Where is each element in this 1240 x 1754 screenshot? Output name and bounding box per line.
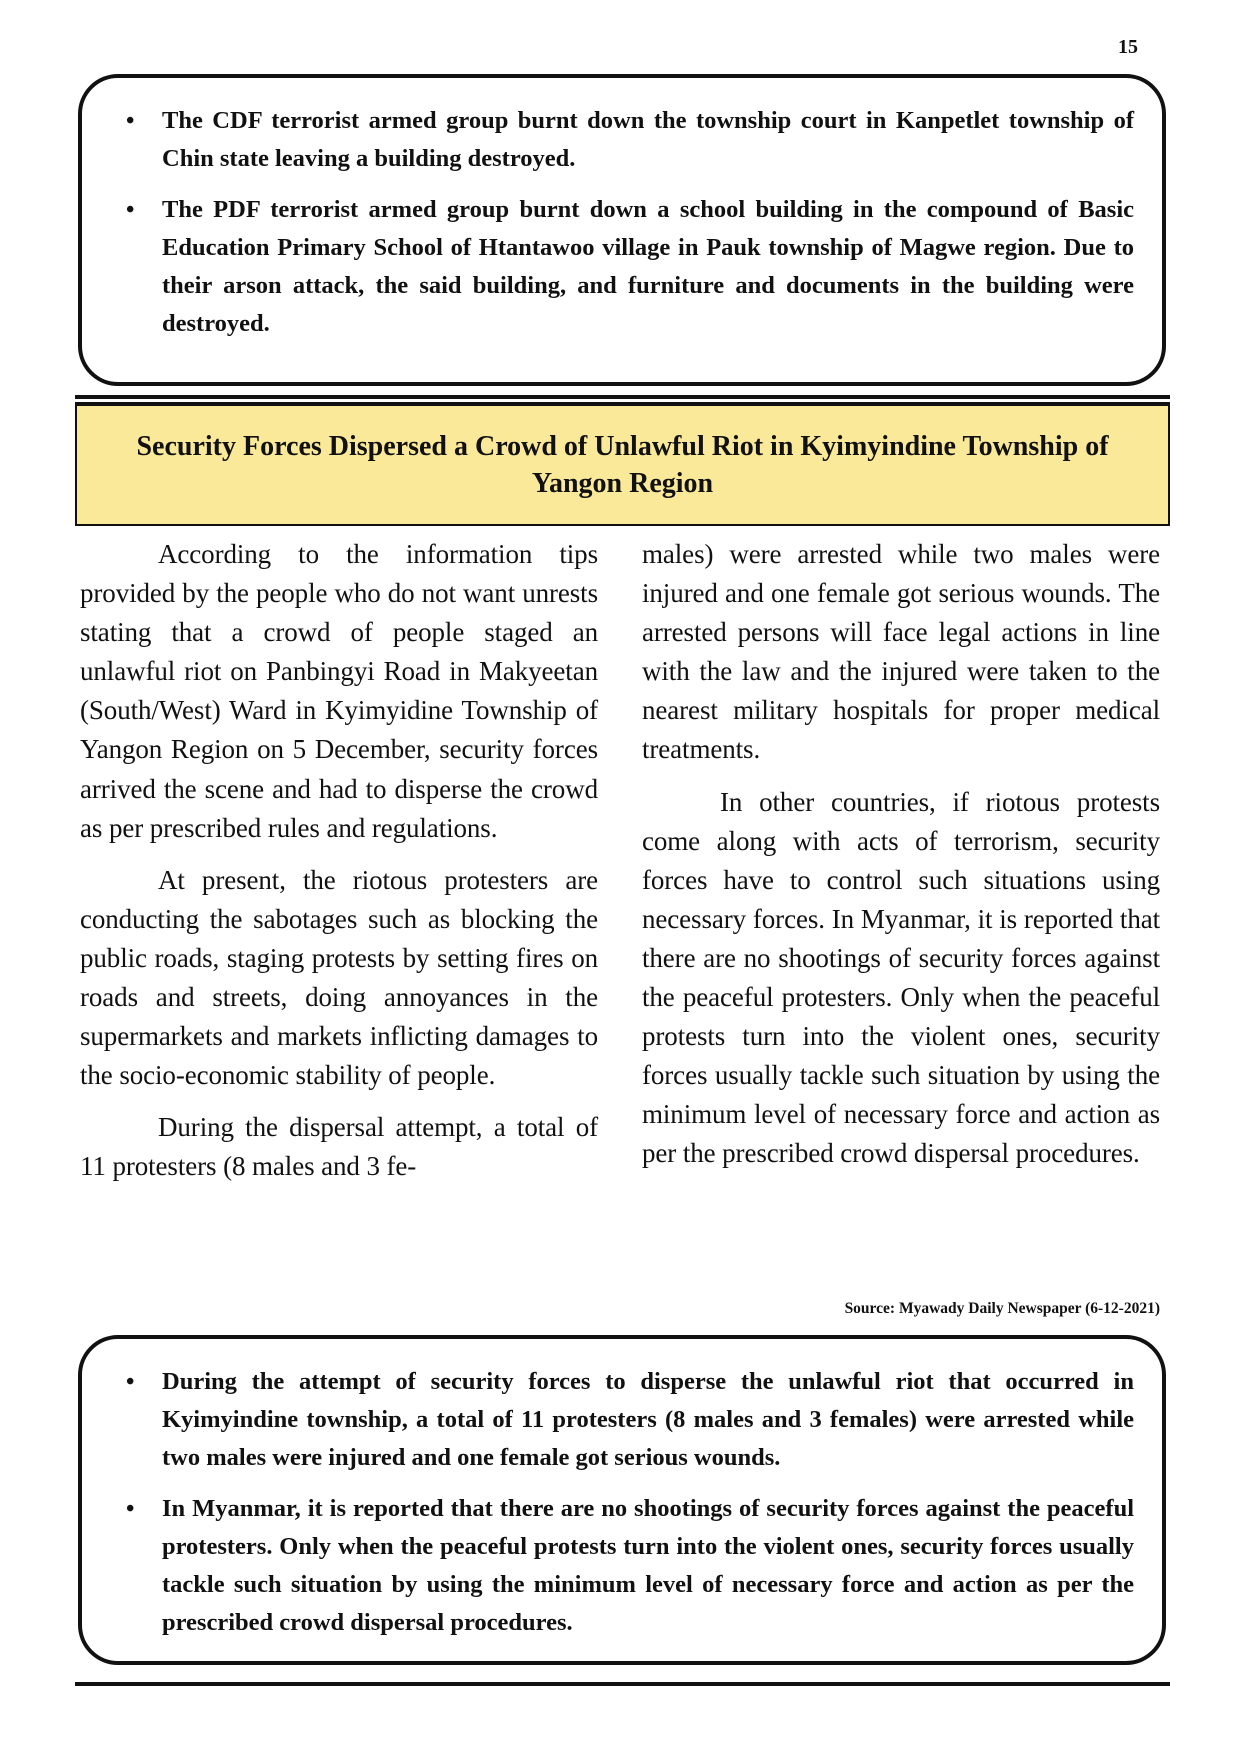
article-headline: Security Forces Dispersed a Crowd of Unlawful Riot in Kyimyindine Township of Yangon Region: [75, 404, 1170, 526]
bullet-item: • The CDF terrorist armed group burnt down the township court in Kanpetlet township of Chin state leaving a building destroyed.: [126, 102, 1134, 178]
bottom-summary-box: [78, 1335, 1166, 1665]
divider-rule: [75, 395, 1170, 399]
bullet-item: • In Myanmar, it is reported that there are no shootings of security forces against the peaceful protesters. Only when the peaceful protests turn into the violent ones, security forces usually tackle such situation by using the minimum level of necessary force and action as per the prescribed crowd dispersal procedures.: [126, 1490, 1134, 1642]
article-paragraph: At present, the riotous protesters are conducting the sabotages such as blocking the public roads, staging protests by setting fires on roads and streets, doing annoyances in the supermarkets and markets inflicting damages to the socio-economic stability of people.: [80, 864, 598, 1091]
article-paragraph: males) were arrested while two males were injured and one female got serious wounds. The arrested persons will face legal actions in line with the law and the injured were taken to the nearest military hospitals for proper medical treatments.: [642, 539, 1160, 765]
top-bullet-list: [106, 102, 1134, 343]
article-column-right: [642, 535, 1160, 1187]
footer-rule: [75, 1682, 1170, 1686]
source-credit: Source: Myawady Daily Newspaper (6-12-2021): [844, 1300, 1160, 1317]
article-column-left: [80, 535, 598, 1200]
article-paragraph: According to the information tips provided by the people who do not want unrests stating that a crowd of people staged an unlawful riot on Panbingyi Road in Makyeetan (South/West) Ward in Kyimyidine Township of Yangon Region on 5 December, security forces arrived the scene and had to disperse the crowd as per prescribed rules and regulations.: [80, 539, 598, 843]
bullet-item: • During the attempt of security forces to disperse the unlawful riot that occurred in Kyimyindine township, a total of 11 protesters (8 males and 3 females) were arrested while two males were injured and one female got serious wounds.: [126, 1363, 1134, 1477]
article-paragraph: In other countries, if riotous protests come along with acts of terrorism, security forces have to control such situations using necessary forces. In Myanmar, it is reported that there are no shootings of security forces against the peaceful protesters. Only when the peaceful protests turn into the violent ones, security forces usually tackle such situation by using the minimum level of necessary force and action as per the prescribed crowd dispersal procedures.: [642, 786, 1160, 1169]
bottom-bullet-list: [106, 1363, 1134, 1642]
bullet-item: • The PDF terrorist armed group burnt down a school building in the compound of Basic Education Primary School of Htantawoo village in Pauk township of Magwe region. Due to their arson attack, the said building, and furniture and documents in the building were destroyed.: [126, 191, 1134, 343]
top-summary-box: [78, 74, 1166, 386]
article-paragraph: During the dispersal attempt, a total of 11 protesters (8 males and 3 fe-: [80, 1112, 598, 1182]
page-number: 15: [1118, 36, 1138, 58]
